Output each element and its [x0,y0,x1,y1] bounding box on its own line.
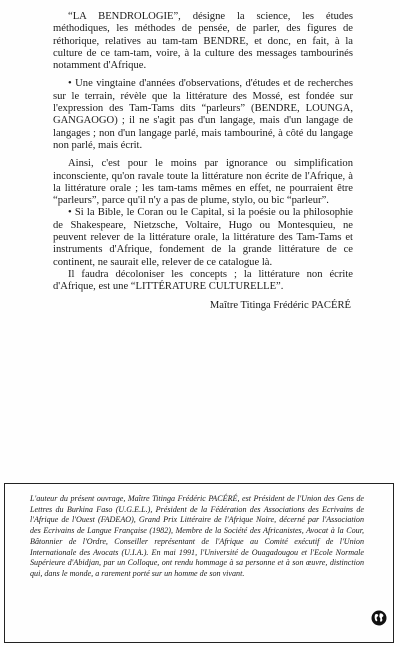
paragraph-decoloniser: Il faudra décoloniser les concepts ; la littérature non écrite d'Afrique, est une “LITTÉRATURE CULTURELLE”. [53,268,353,293]
paragraph-bible: • Si la Bible, le Coran ou le Capital, si la poésie ou la philosophie de Shakespeare, Nietzsche, Voltaire, Hugo ou Montesquieu, ne peuvent relever de la littérature orale, la littérature des Tam-Tams et instruments d'Afrique, fondement de la grande littérature de ce continent, ne saurait elle, relever de ce catalogue là. [53,207,353,268]
globe-icon [371,610,387,626]
paragraph-observations: • Une vingtaine d'années d'observations, d'études et de recherches sur le terrain, révèle que la littérature des Mossé, est fondée sur l'expression des Tam-Tams dits “parleurs” (BENDRE, LOUNGA, GANGAOGO) ; il ne s'agit pas d'un langage, mais d'un langage de langages ; non d'un langage parlé, mais tambouriné, à côté du langage non parlé, mais écrit. [53,78,353,151]
paragraph-bendrologie: “LA BENDROLOGIE”, désigne la science, les études méthodiques, les méthodes de pensée, de parler, des figures de réthorique, relatives au tam-tam BENDRE, et donc, en fait, à la culture de ce tam-tam, voire, à la culture des messages tambourinés notamment d'Afrique. [53,11,353,72]
author-bio-text: L'auteur du présent ouvrage, Maître Titinga Frédéric PACÉRÉ, est Président de l'Union des Gens de Lettres du Burkina Faso (U.G.E.L.), Président de la Fédération des Associations des Ecrivains de l'Afrique de l'Ouest (FADEAO), Grand Prix Littéraire de l'Afrique Noire, décerné par l'Association des Ecrivains de Langue Française (1982), Membre de la Société des Africanistes, Avocat à la Cour, Bâtonnier de l'Ordre, Conseiller représentant de l'Afrique au Comité exécutif de l'Union Internationale des Avocats (U.I.A.). En mai 1991, l'Université de Ouagadougou et l'Ecole Normale Supérieure d'Abidjan, par un Colloque, ont rendu hommage à sa personne et à son œuvre, distinction qui, dans le monde, a rarement porté sur un homme de son vivant. [30,494,364,578]
main-text [53,11,353,312]
paragraph-ainsi: Ainsi, c'est pour le moins par ignorance ou simplification inconsciente, qu'on ravale toute la littérature non écrite de l'Afrique, à la littérature orale ; les tam-tams mêmes en effet, ne pourraient être “parleurs”, parce qu'il n'y a pas de plume, stylo, ou bic “parleur”. [53,158,353,207]
author-signature: Maître Titinga Frédéric PACÉRÉ [209,299,351,311]
